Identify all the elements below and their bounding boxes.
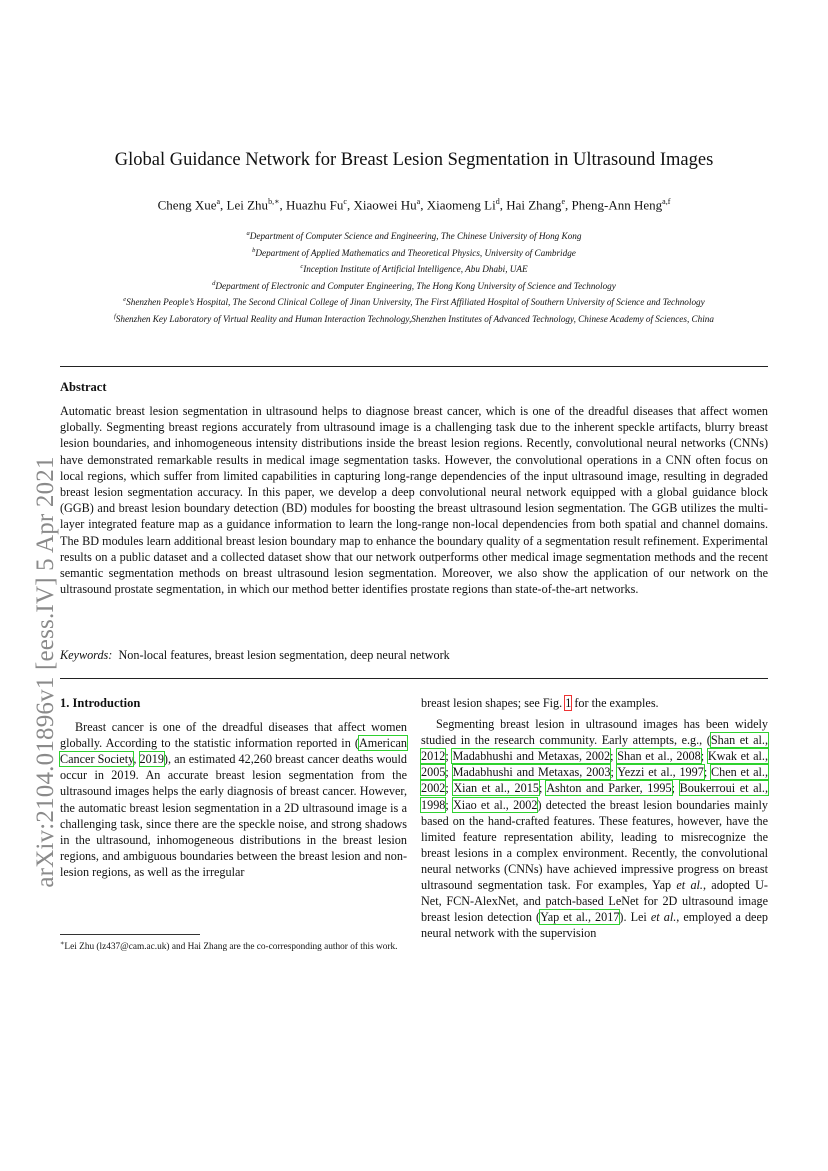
affiliation-text: Department of Applied Mathematics and Theoretical Physics, University of Cambridge xyxy=(255,247,576,258)
abstract-heading: Abstract xyxy=(60,380,107,394)
keywords-text: Non-local features, breast lesion segmentation, deep neural network xyxy=(118,648,450,662)
body-text: ; xyxy=(445,781,454,796)
body-text: et al. xyxy=(676,878,703,893)
affiliation-line xyxy=(40,244,788,261)
citation-link[interactable]: Kwak et al., 2005 xyxy=(421,749,769,780)
citation-link[interactable]: Boukerroui et al., 1998 xyxy=(421,781,769,812)
keywords-label: Keywords: xyxy=(60,648,113,662)
right-column xyxy=(421,695,768,941)
footnote-divider xyxy=(60,934,200,935)
citation-link[interactable]: Xiao et al., 2002 xyxy=(453,797,538,812)
affiliation-line xyxy=(40,260,788,277)
affiliation-mark: c xyxy=(300,263,304,271)
citation-link[interactable]: Madabhushi and Metaxas, 2002 xyxy=(452,749,611,764)
author-affiliation-mark: a,f xyxy=(662,197,671,206)
author-affiliation-mark: b,∗ xyxy=(268,197,280,206)
body-text: ; xyxy=(703,765,712,780)
intro-paragraph-2 xyxy=(421,716,768,941)
author-name: Xiaomeng Li xyxy=(426,197,496,213)
author-affiliation-mark: a xyxy=(216,197,221,206)
body-text: , employed a deep neural network with the supervision xyxy=(421,910,768,941)
body-text: ), an estimated 42,260 breast cancer deaths would occur in 2019. An accurate breast lesion segmentation from the ultrasound images helps the early diagnosis of breast cancer. However, the automatic breast lesion segmentation in a 2D ultrasound image is a challenging task, since there are the speckle noise, and strong shadows in the ultrasound, inhomogeneous distributions in the breast lesion regions, and ambiguous boundaries between the breast lesion and non-lesion regions, as well as the irregular xyxy=(60,752,407,879)
body-text: for the examples. xyxy=(571,696,659,710)
body-text: ) detected the breast lesion boundaries mainly based on the hand-crafted features. These features, however, have the limited feature representation ability, leading to misrecognize the breast lesions in a complex environment. Recently, the convolutional neural networks (CNNs) have achieved impressive progress on breast ultrasound segmentation task. For examples, Yap xyxy=(421,797,768,893)
body-text: et al. xyxy=(650,910,677,925)
body-text: ; xyxy=(445,797,453,812)
author-name: Xiaowei Hu xyxy=(353,197,417,213)
affiliation-text: Department of Computer Science and Engineering, The Chinese University of Hong Kong xyxy=(249,231,582,242)
author-name: Pheng-Ann Heng xyxy=(571,197,663,213)
author-name: Lei Zhu xyxy=(226,197,269,213)
footnote-text: Lei Zhu (lz437@cam.ac.uk) and Hai Zhang are the co-corresponding author of this work. xyxy=(64,942,398,953)
body-text: breast lesion shapes; see Fig. xyxy=(421,696,566,710)
author-affiliation-mark: d xyxy=(495,197,500,206)
body-text: ; xyxy=(445,765,453,780)
section-heading-introduction: 1. Introduction xyxy=(60,696,141,710)
body-text: ; xyxy=(610,765,618,780)
intro-paragraph-1-continued xyxy=(421,695,768,711)
affiliation-line xyxy=(40,227,788,244)
citation-link[interactable]: 2019 xyxy=(139,752,164,767)
intro-paragraph-1 xyxy=(60,719,407,880)
body-text: ; xyxy=(700,749,708,764)
body-text: ; xyxy=(445,749,453,764)
affiliation-mark: d xyxy=(212,279,216,287)
citation-link[interactable]: Madabhushi and Metaxas, 2003 xyxy=(452,765,611,780)
arxiv-id-text: arXiv:2104.01896v1 [eess.IV] 5 Apr 2021 xyxy=(32,456,59,888)
body-text: Segmenting breast lesion in ultrasound images has been widely studied in the research community. Early attempts, e.g., ( xyxy=(421,717,768,748)
author-name: Hai Zhang xyxy=(506,197,562,213)
affiliation-line xyxy=(40,293,788,310)
author-affiliation-mark: a xyxy=(416,197,421,206)
affiliation-mark: a xyxy=(246,230,250,237)
body-text: , adopted U-Net, FCN-AlexNet, and patch-based LeNet for 2D ultrasound image breast lesion detection ( xyxy=(421,878,768,925)
author-list: Cheng Xue$^a$, Lei Zhu$^{b,∗}$, Huazhu Fu$^c$, Xiaowei Hu$^a$, Xiaomeng Li$^d$, Hai Zhang$^e$, Pheng-Ann Heng$^{a,f}$ xyxy=(157,197,671,213)
body-text: ). Lei xyxy=(619,910,651,925)
affiliation-line xyxy=(40,310,788,327)
affiliation-mark: b xyxy=(252,246,256,254)
abstract-body: Automatic breast lesion segmentation in ultrasound helps to diagnose breast cancer, which is one of the dreadful diseases that affect women globally. Segmenting breast regions accurately from ultrasound image is a challenging task due to the inherent speckle artifacts, blurry breast lesion boundaries, and inhomogeneous intensity distributions inside the breast lesion regions. Recently, convolutional neural networks (CNNs) have demonstrated remarkable results in medical image segmentation tasks. However, the convolutional operations in a CNN often focus on local regions, which suffer from limited capabilities in capturing long-range dependencies of the input ultrasound image, resulting in degraded breast lesion segmentation accuracy. In this paper, we develop a deep convolutional neural network equipped with a global guidance block (GGB) and breast lesion boundary detection (BD) modules for boosting the breast ultrasound lesion segmentation. The GGB utilizes the multi-layer integrated feature map as a guidance information to learn the long-range non-local dependencies from both spatial and channel domains. The BD modules learn additional breast lesion boundary map to enhance the boundary quality of a segmentation result refinement. Experimental results on a public dataset and a collected dataset show that our network outperforms other medical image segmentation methods and the recent semantic segmentation methods on breast ultrasound lesion segmentation. Moreover, we also show the application of our network on the ultrasound prostate segmentation, in which our method better identifies prostate regions than state-of-the-art networks. xyxy=(60,404,768,597)
citation-link[interactable]: Chen et al., 2002 xyxy=(421,765,769,796)
figure-reference-link[interactable]: 1 xyxy=(565,696,572,710)
bottom-divider xyxy=(60,678,768,679)
top-divider xyxy=(60,366,768,367)
affiliation-list xyxy=(40,227,788,326)
citation-link[interactable]: Yezzi et al., 1997 xyxy=(617,765,704,780)
citation-link[interactable]: Yap et al., 2017 xyxy=(540,910,620,925)
keywords-line xyxy=(60,648,768,663)
body-text: Breast cancer is one of the dreadful diseases that affect women globally. According to the statistic information reported in ( xyxy=(60,720,407,751)
author-affiliation-mark: c xyxy=(343,197,347,206)
paper-title: Global Guidance Network for Breast Lesion Segmentation in Ultrasound Images xyxy=(114,150,714,170)
author-name: Huazhu Fu xyxy=(286,197,344,213)
affiliation-mark: f xyxy=(113,312,116,320)
affiliation-text: Shenzhen People’s Hospital, The Second Clinical College of Jinan University, The First Affiliated Hospital of Southern University of Science and Technology xyxy=(126,297,705,308)
body-text: ; xyxy=(610,749,618,764)
affiliation-text: Shenzhen Key Laboratory of Virtual Reality and Human Interaction Technology,Shenzhen Institutes of Advanced Technology, Chinese Academy of Sciences, China xyxy=(115,313,714,324)
citation-link[interactable]: Xian et al., 2015 xyxy=(453,781,539,796)
citation-link[interactable]: Ashton and Parker, 1995 xyxy=(546,781,672,796)
affiliation-text: Department of Electronic and Computer Engineering, The Hong Kong University of Science and Technology xyxy=(215,280,616,291)
body-text: , xyxy=(133,752,140,767)
footnote-mark: ∗ xyxy=(60,940,65,947)
citation-link[interactable]: American Cancer Society xyxy=(60,736,407,767)
author-name: Cheng Xue xyxy=(157,197,217,213)
affiliation-mark: e xyxy=(123,296,127,304)
affiliation-line xyxy=(40,277,788,294)
footnote xyxy=(60,938,407,954)
author-affiliation-mark: e xyxy=(561,197,565,206)
citation-link[interactable]: Shan et al., 2008 xyxy=(617,749,701,764)
left-column xyxy=(60,695,407,880)
citation-link[interactable]: Shan et al., 2012 xyxy=(421,733,769,764)
body-text: ; xyxy=(538,781,547,796)
body-text: ; xyxy=(671,781,680,796)
affiliation-text: Inception Institute of Artificial Intelligence, Abu Dhabi, UAE xyxy=(303,264,528,275)
